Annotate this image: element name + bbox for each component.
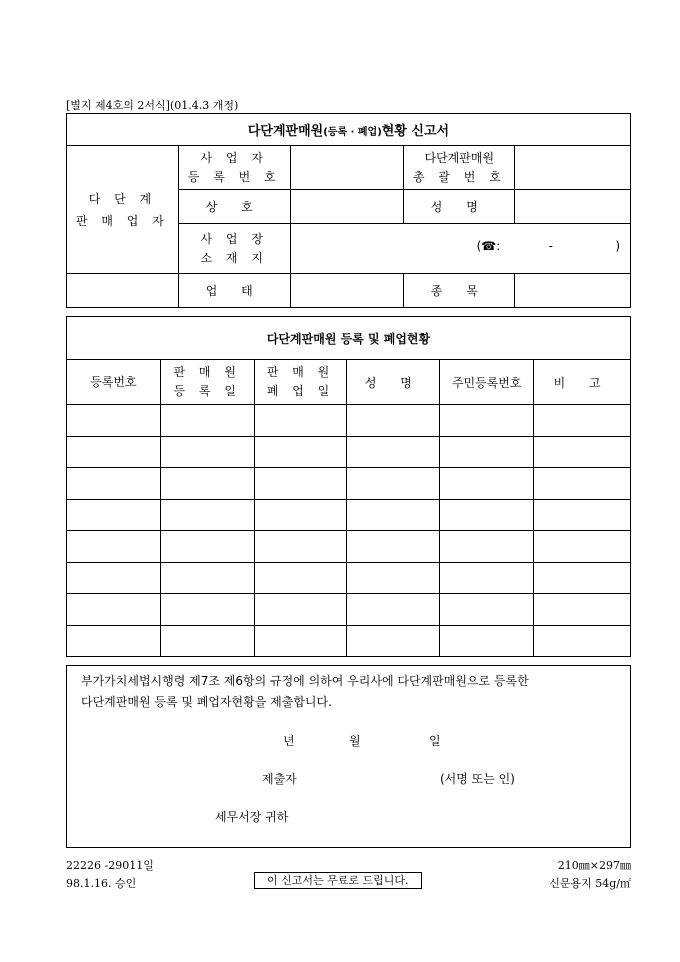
table-row bbox=[67, 625, 631, 657]
table-cell[interactable] bbox=[347, 436, 440, 468]
table-cell[interactable] bbox=[534, 499, 631, 531]
phone-close: ) bbox=[615, 239, 620, 253]
location-label-line1: 사 업 장 bbox=[200, 231, 268, 246]
table-cell[interactable] bbox=[440, 405, 534, 437]
table-cell[interactable] bbox=[254, 405, 347, 437]
table-cell[interactable] bbox=[254, 499, 347, 531]
list-header-row bbox=[67, 360, 631, 405]
seller-label-line1: 다 단 계 bbox=[88, 191, 157, 206]
signature-label: (서명 또는 인) bbox=[440, 772, 515, 786]
table-cell[interactable] bbox=[347, 531, 440, 563]
header-close-date-line2: 폐 업 일 bbox=[266, 384, 335, 398]
representative-name-value[interactable] bbox=[515, 190, 631, 224]
table-cell[interactable] bbox=[534, 594, 631, 626]
location-label bbox=[178, 224, 290, 274]
general-reg-value[interactable] bbox=[515, 146, 631, 190]
recipient-label: 세무서장 귀하 bbox=[215, 810, 289, 824]
table-cell[interactable] bbox=[254, 562, 347, 594]
footer-approval: 98.1.16. 승인 bbox=[66, 877, 137, 890]
free-notice: 이 신고서는 무료로 드립니다. bbox=[254, 872, 422, 889]
list-body bbox=[67, 405, 631, 657]
footer-size: 210㎜×297㎜ bbox=[557, 859, 631, 872]
header-reg-no bbox=[67, 360, 161, 405]
footer-paper: 신문용지 54g/㎡ bbox=[549, 877, 631, 890]
table-cell[interactable] bbox=[347, 625, 440, 657]
list-table bbox=[66, 316, 631, 657]
table-cell[interactable] bbox=[440, 531, 534, 563]
date-year: 년 bbox=[283, 734, 295, 748]
trade-name-label: 상 호 bbox=[178, 190, 290, 224]
trade-name-value[interactable] bbox=[290, 190, 404, 224]
seller-label-cell bbox=[67, 146, 179, 274]
form-title bbox=[67, 114, 631, 146]
table-cell[interactable] bbox=[347, 594, 440, 626]
footer-code: 22226 -29011일 bbox=[66, 859, 154, 872]
header-resident-no: 주민등록번호 bbox=[440, 360, 534, 405]
statement-line2: 다단계판매원 등록 및 폐업자현황을 제출합니다. bbox=[81, 695, 332, 709]
table-cell[interactable] bbox=[534, 436, 631, 468]
header-close-date-line1: 판 매 원 bbox=[266, 365, 335, 379]
header-close-date bbox=[254, 360, 347, 405]
table-cell[interactable] bbox=[160, 625, 254, 657]
table-cell[interactable] bbox=[160, 562, 254, 594]
business-type-label: 업 태 bbox=[178, 274, 290, 308]
table-cell[interactable] bbox=[67, 625, 161, 657]
table-cell[interactable] bbox=[160, 405, 254, 437]
biz-reg-label bbox=[178, 146, 290, 190]
table-cell[interactable] bbox=[254, 468, 347, 500]
biz-reg-label-line2: 등 록 번 호 bbox=[187, 169, 281, 184]
table-row bbox=[67, 594, 631, 626]
table-row bbox=[67, 562, 631, 594]
table-cell[interactable] bbox=[67, 499, 161, 531]
header-remarks: 비 고 bbox=[534, 360, 631, 405]
info-table bbox=[66, 113, 631, 308]
table-cell[interactable] bbox=[160, 468, 254, 500]
title-main-b: 현황 신고서 bbox=[381, 124, 450, 139]
table-cell[interactable] bbox=[440, 499, 534, 531]
item-value[interactable] bbox=[515, 274, 631, 308]
business-type-value[interactable] bbox=[290, 274, 404, 308]
representative-name-label: 성 명 bbox=[404, 190, 515, 224]
biz-reg-value[interactable] bbox=[290, 146, 404, 190]
table-cell[interactable] bbox=[534, 468, 631, 500]
table-cell[interactable] bbox=[160, 436, 254, 468]
table-cell[interactable] bbox=[67, 436, 161, 468]
table-cell[interactable] bbox=[347, 405, 440, 437]
table-cell[interactable] bbox=[440, 436, 534, 468]
table-cell[interactable] bbox=[440, 625, 534, 657]
table-cell[interactable] bbox=[347, 468, 440, 500]
table-cell[interactable] bbox=[440, 594, 534, 626]
list-title: 다단계판매원 등록 및 폐업현황 bbox=[67, 317, 631, 360]
header-name: 성 명 bbox=[347, 360, 440, 405]
table-cell[interactable] bbox=[67, 468, 161, 500]
table-cell[interactable] bbox=[534, 562, 631, 594]
table-cell[interactable] bbox=[347, 499, 440, 531]
table-cell[interactable] bbox=[254, 531, 347, 563]
table-cell[interactable] bbox=[254, 625, 347, 657]
table-cell[interactable] bbox=[67, 594, 161, 626]
table-cell[interactable] bbox=[160, 531, 254, 563]
header-reg-no-text: 등록번호 bbox=[90, 374, 137, 389]
general-reg-label-line1: 다단계판매원 bbox=[424, 150, 495, 165]
location-value[interactable] bbox=[290, 224, 630, 274]
table-cell[interactable] bbox=[347, 562, 440, 594]
table-cell[interactable] bbox=[440, 562, 534, 594]
item-label: 종 목 bbox=[404, 274, 515, 308]
table-row bbox=[67, 531, 631, 563]
general-reg-label bbox=[404, 146, 515, 190]
table-cell[interactable] bbox=[254, 594, 347, 626]
location-label-line2: 소 재 지 bbox=[200, 250, 268, 265]
table-cell[interactable] bbox=[534, 625, 631, 657]
table-cell[interactable] bbox=[254, 436, 347, 468]
table-row bbox=[67, 499, 631, 531]
biz-reg-label-line1: 사 업 자 bbox=[200, 150, 268, 165]
date-day: 일 bbox=[429, 734, 441, 748]
table-cell[interactable] bbox=[534, 405, 631, 437]
title-paren: (등록 · 폐업) bbox=[323, 127, 382, 138]
header-reg-date-line2: 등 록 일 bbox=[173, 384, 241, 398]
phone-open: (☎: bbox=[476, 239, 501, 253]
statement-box bbox=[66, 665, 631, 848]
table-row bbox=[67, 405, 631, 437]
table-cell[interactable] bbox=[440, 468, 534, 500]
table-cell[interactable] bbox=[67, 405, 161, 437]
seller-label-spacer bbox=[67, 274, 179, 308]
submitter-label: 제출자 bbox=[262, 772, 297, 786]
table-cell[interactable] bbox=[160, 594, 254, 626]
table-cell[interactable] bbox=[67, 531, 161, 563]
header-reg-date-line1: 판 매 원 bbox=[173, 365, 241, 379]
table-row bbox=[67, 436, 631, 468]
phone-dash: - bbox=[548, 239, 553, 253]
table-cell[interactable] bbox=[534, 531, 631, 563]
title-main-a: 다단계판매원 bbox=[247, 124, 324, 139]
form-label: [별지 제4호의 2서식](01.4.3 개정) bbox=[66, 99, 239, 112]
table-cell[interactable] bbox=[67, 562, 161, 594]
seller-label-line2: 판 매 업 자 bbox=[75, 213, 169, 228]
general-reg-label-line2: 총 괄 번 호 bbox=[412, 169, 506, 184]
statement-line1: 부가가치세법시행령 제7조 제6항의 규정에 의하여 우리사에 다단계판매원으로 등록한 bbox=[81, 674, 529, 688]
header-reg-date bbox=[160, 360, 254, 405]
table-cell[interactable] bbox=[160, 499, 254, 531]
table-row bbox=[67, 468, 631, 500]
date-month: 월 bbox=[349, 734, 361, 748]
